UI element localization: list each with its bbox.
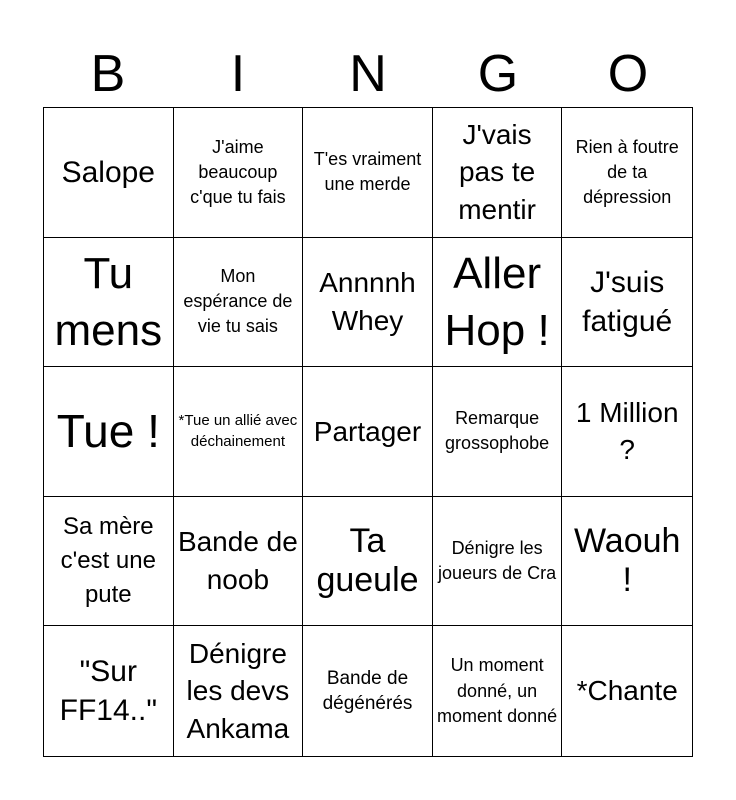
bingo-board [43, 107, 693, 757]
header-letter-o: O [607, 45, 649, 103]
bingo-cell[interactable]: Sa mère c'est une pute [44, 497, 174, 627]
bingo-cell[interactable]: J'suis fatigué [562, 238, 692, 368]
bingo-cell[interactable]: Dénigre les joueurs de Cra [433, 497, 563, 627]
header-letter-g: G [477, 45, 519, 103]
bingo-cell[interactable]: Partager [303, 367, 433, 497]
bingo-cell[interactable]: "Sur FF14.." [44, 626, 174, 756]
bingo-cell[interactable]: *Tue un allié avec déchainement [174, 367, 304, 497]
bingo-cell[interactable]: *Chante [576, 675, 678, 707]
header-letter-i: I [230, 45, 246, 103]
bingo-cell[interactable]: Mon espérance de vie tu sais [174, 238, 304, 368]
bingo-cell[interactable]: Ta gueule [303, 497, 433, 627]
bingo-cell[interactable]: Remarque grossophobe [433, 367, 563, 497]
bingo-cell[interactable]: Annnnh Whey [303, 238, 433, 368]
bingo-cell[interactable]: Rien à foutre de ta dépression [562, 108, 692, 238]
bingo-cell[interactable]: J'aime beaucoup c'que tu fais [174, 108, 304, 238]
bingo-cell[interactable]: 1 Million ? [562, 367, 692, 497]
bingo-cell[interactable]: Aller Hop ! [433, 238, 563, 368]
bingo-cell[interactable]: Bande de noob [174, 497, 304, 627]
bingo-cell[interactable]: Tue ! [44, 367, 174, 497]
header-letter-n: N [349, 45, 387, 103]
bingo-cell[interactable]: Dénigre les devs Ankama [174, 626, 304, 756]
bingo-cell[interactable]: T'es vraiment une merde [303, 108, 433, 238]
header-letter-b: B [90, 45, 126, 103]
bingo-cell[interactable]: Un moment donné, un moment donné [433, 626, 563, 756]
bingo-cell[interactable]: Tu mens [44, 238, 174, 368]
bingo-cell[interactable]: Salope [44, 108, 174, 238]
bingo-header [43, 42, 693, 106]
bingo-cell[interactable]: Waouh ! [562, 497, 692, 627]
bingo-cell[interactable]: J'vais pas te mentir [433, 108, 563, 238]
bingo-cell[interactable]: Bande de dégénérés [303, 626, 433, 756]
